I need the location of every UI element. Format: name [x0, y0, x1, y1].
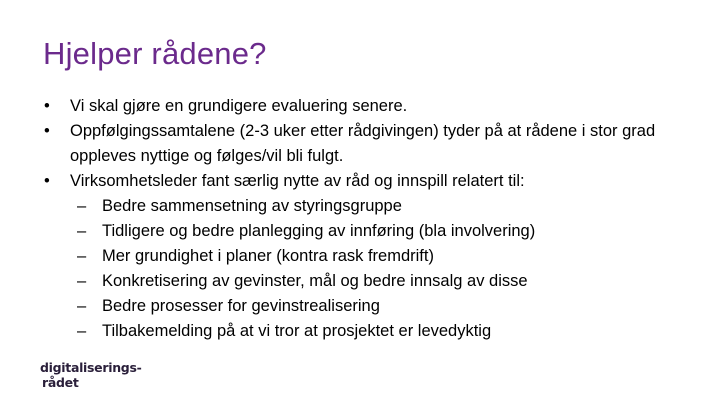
sub-bullet-text: Bedre prosesser for gevinstrealisering — [102, 297, 380, 315]
sub-bullet-marker: – — [77, 222, 87, 240]
slide-title: Hjelper rådene? — [43, 36, 267, 71]
sub-bullet-text: Tidligere og bedre planlegging av innføring (bla involvering) — [102, 222, 536, 240]
sub-bullet-text: Mer grundighet i planer (kontra rask fremdrift) — [102, 247, 434, 265]
sub-bullet-text: Tilbakemelding på at vi tror at prosjektet er levedyktig — [102, 322, 492, 340]
logo-line-1: digitaliserings- — [40, 360, 142, 375]
bullet-text: Oppfølgingssamtalene (2-3 uker etter rådgivingen) tyder på at rådene i stor grad oppleves nyttige og følges/vil bli fulgt. — [70, 122, 656, 165]
bullet-item — [0, 119, 690, 169]
bullet-item — [0, 94, 690, 119]
sub-bullet-marker: – — [77, 197, 87, 215]
bullet-marker: • — [44, 122, 50, 140]
bullet-list — [0, 94, 720, 344]
sub-bullet-item — [0, 219, 720, 244]
digitaliseringsradet-logo — [40, 360, 142, 390]
sub-bullet-item — [0, 244, 720, 269]
sub-bullet-item — [0, 294, 720, 319]
sub-bullet-item — [0, 319, 720, 344]
logo-line-2: rådet — [42, 375, 79, 390]
sub-bullet-marker: – — [77, 297, 87, 315]
sub-bullet-marker: – — [77, 322, 87, 340]
sub-bullet-marker: – — [77, 272, 87, 290]
sub-bullet-text: Konkretisering av gevinster, mål og bedre innsalg av disse — [102, 272, 528, 290]
sub-bullet-marker: – — [77, 247, 87, 265]
sub-bullet-item — [0, 269, 720, 294]
bullet-item — [0, 169, 690, 194]
sub-bullet-text: Bedre sammensetning av styringsgruppe — [102, 197, 402, 215]
bullet-text: Vi skal gjøre en grundigere evaluering senere. — [70, 97, 408, 115]
bullet-marker: • — [44, 97, 50, 115]
bullet-text: Virksomhetsleder fant særlig nytte av råd og innspill relatert til: — [70, 172, 525, 190]
bullet-marker: • — [44, 172, 50, 190]
sub-bullet-item — [0, 194, 720, 219]
